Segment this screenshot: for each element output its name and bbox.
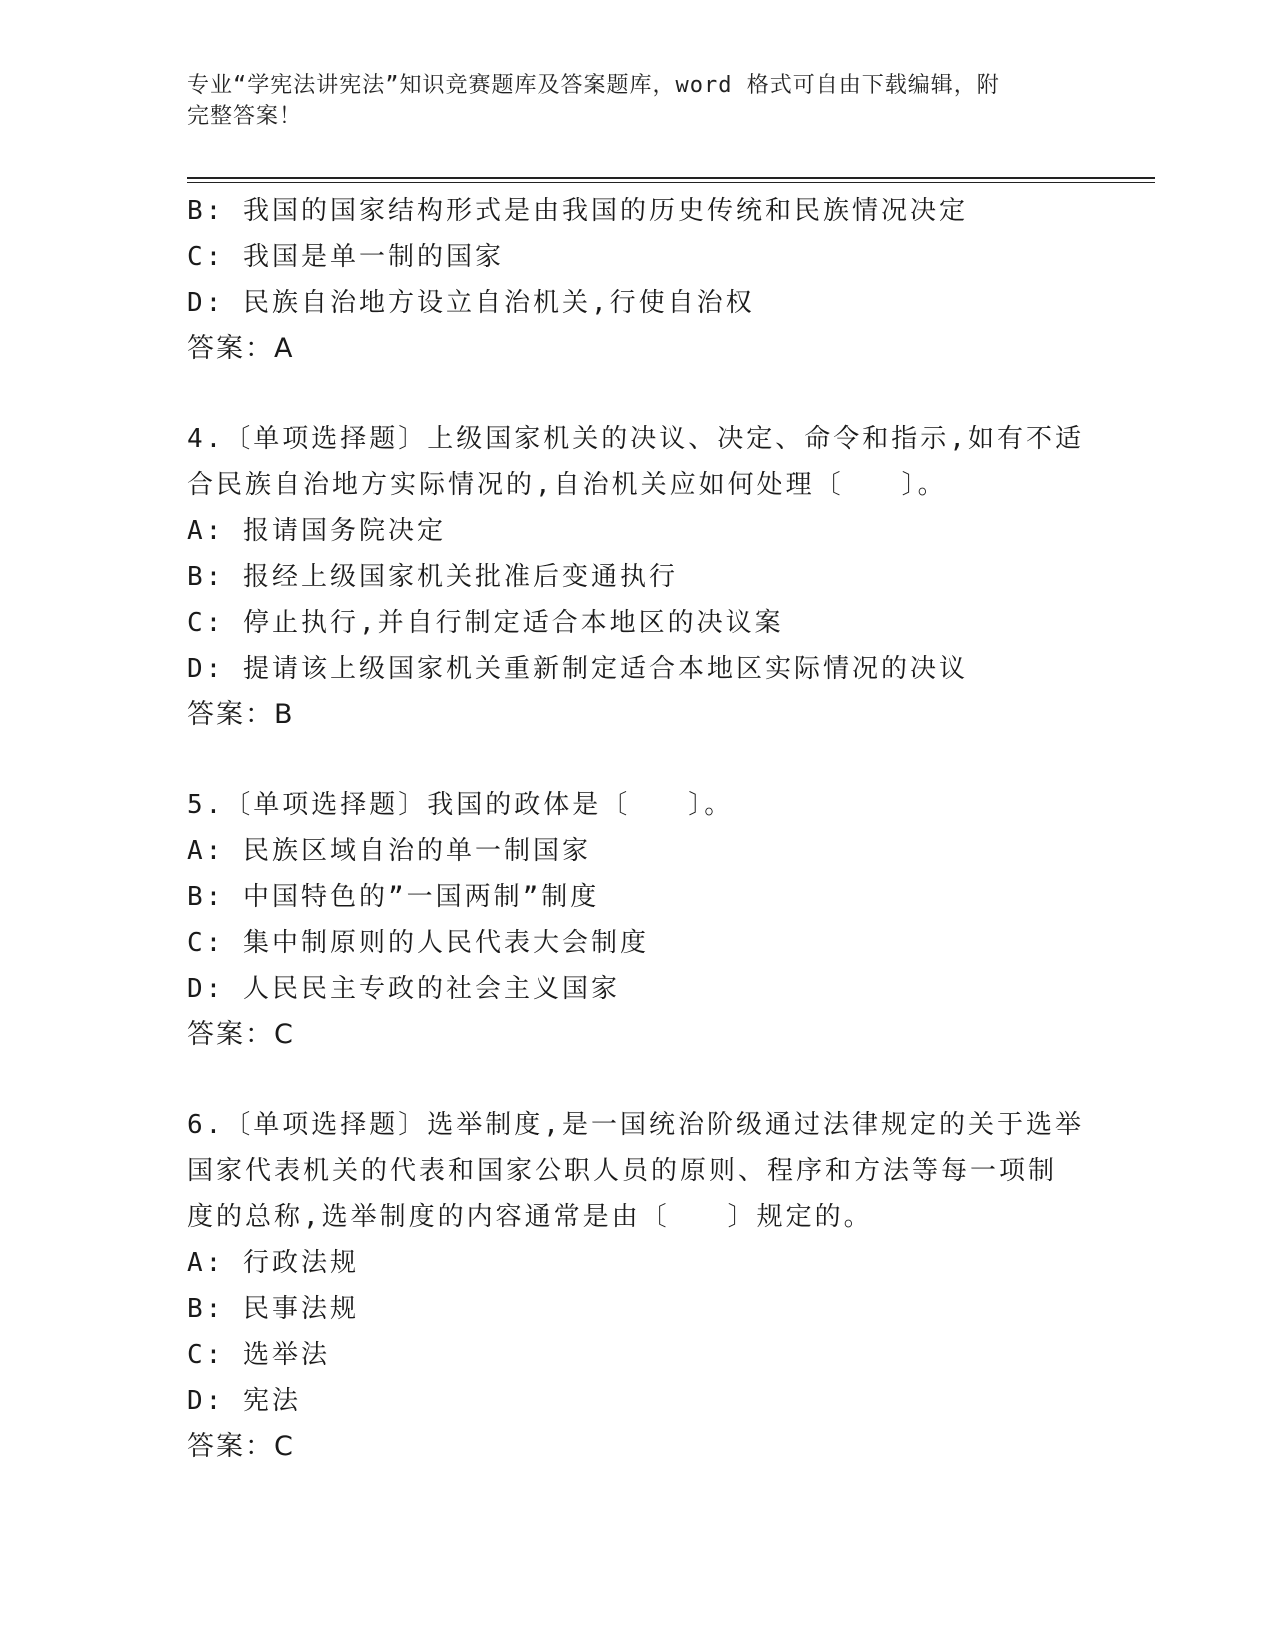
question-stem-line: 度的总称,选举制度的内容通常是由〔 〕规定的。: [187, 1202, 873, 1232]
question-stem-line: 国家代表机关的代表和国家公职人员的原则、程序和方法等每一项制: [187, 1156, 1058, 1186]
option-a: A: 行政法规: [187, 1248, 359, 1278]
question-6: [187, 1102, 1087, 1470]
question-4: [187, 416, 1087, 738]
question-stem-line: 合民族自治地方实际情况的,自治机关应如何处理〔 〕。: [187, 470, 947, 500]
question-stem-line: 4.〔单项选择题〕上级国家机关的决议、决定、命令和指示,如有不适: [187, 424, 1084, 454]
option-c: C: 我国是单一制的国家: [187, 242, 504, 272]
question-3: [187, 188, 1087, 372]
option-b: B: 报经上级国家机关批准后变通执行: [187, 562, 678, 592]
question-stem-line: 5.〔单项选择题〕我国的政体是〔 〕。: [187, 790, 734, 820]
spacer: [187, 738, 1087, 782]
question-stem-line: 6.〔单项选择题〕选举制度,是一国统治阶级通过法律规定的关于选举: [187, 1110, 1084, 1140]
option-a: A: 民族区域自治的单一制国家: [187, 836, 591, 866]
document-header: [187, 70, 1067, 132]
header-rule-thick: [187, 177, 1155, 179]
answer: 答案：A: [187, 333, 295, 364]
question-content: [187, 188, 1087, 1470]
answer: 答案：B: [187, 699, 295, 730]
option-d: D: 人民民主专政的社会主义国家: [187, 974, 620, 1004]
option-b: B: 我国的国家结构形式是由我国的历史传统和民族情况决定: [187, 196, 968, 226]
option-c: C: 集中制原则的人民代表大会制度: [187, 928, 649, 958]
option-d: D: 宪法: [187, 1386, 301, 1416]
option-d: D: 提请该上级国家机关重新制定适合本地区实际情况的决议: [187, 654, 968, 684]
spacer: [187, 372, 1087, 416]
answer: 答案：C: [187, 1431, 295, 1462]
option-c: C: 停止执行,并自行制定适合本地区的决议案: [187, 608, 784, 638]
header-line-1: 专业“学宪法讲宪法”知识竞赛题库及答案题库，word 格式可自由下载编辑，附: [187, 73, 1000, 98]
answer: 答案：C: [187, 1019, 295, 1050]
header-line-2: 完整答案！: [187, 104, 303, 129]
question-5: [187, 782, 1087, 1058]
spacer: [187, 1058, 1087, 1102]
option-b: B: 中国特色的”一国两制”制度: [187, 882, 600, 912]
option-d: D: 民族自治地方设立自治机关,行使自治权: [187, 288, 755, 318]
option-a: A: 报请国务院决定: [187, 516, 446, 546]
header-rule-thin: [187, 182, 1155, 183]
option-b: B: 民事法规: [187, 1294, 359, 1324]
option-c: C: 选举法: [187, 1340, 330, 1370]
